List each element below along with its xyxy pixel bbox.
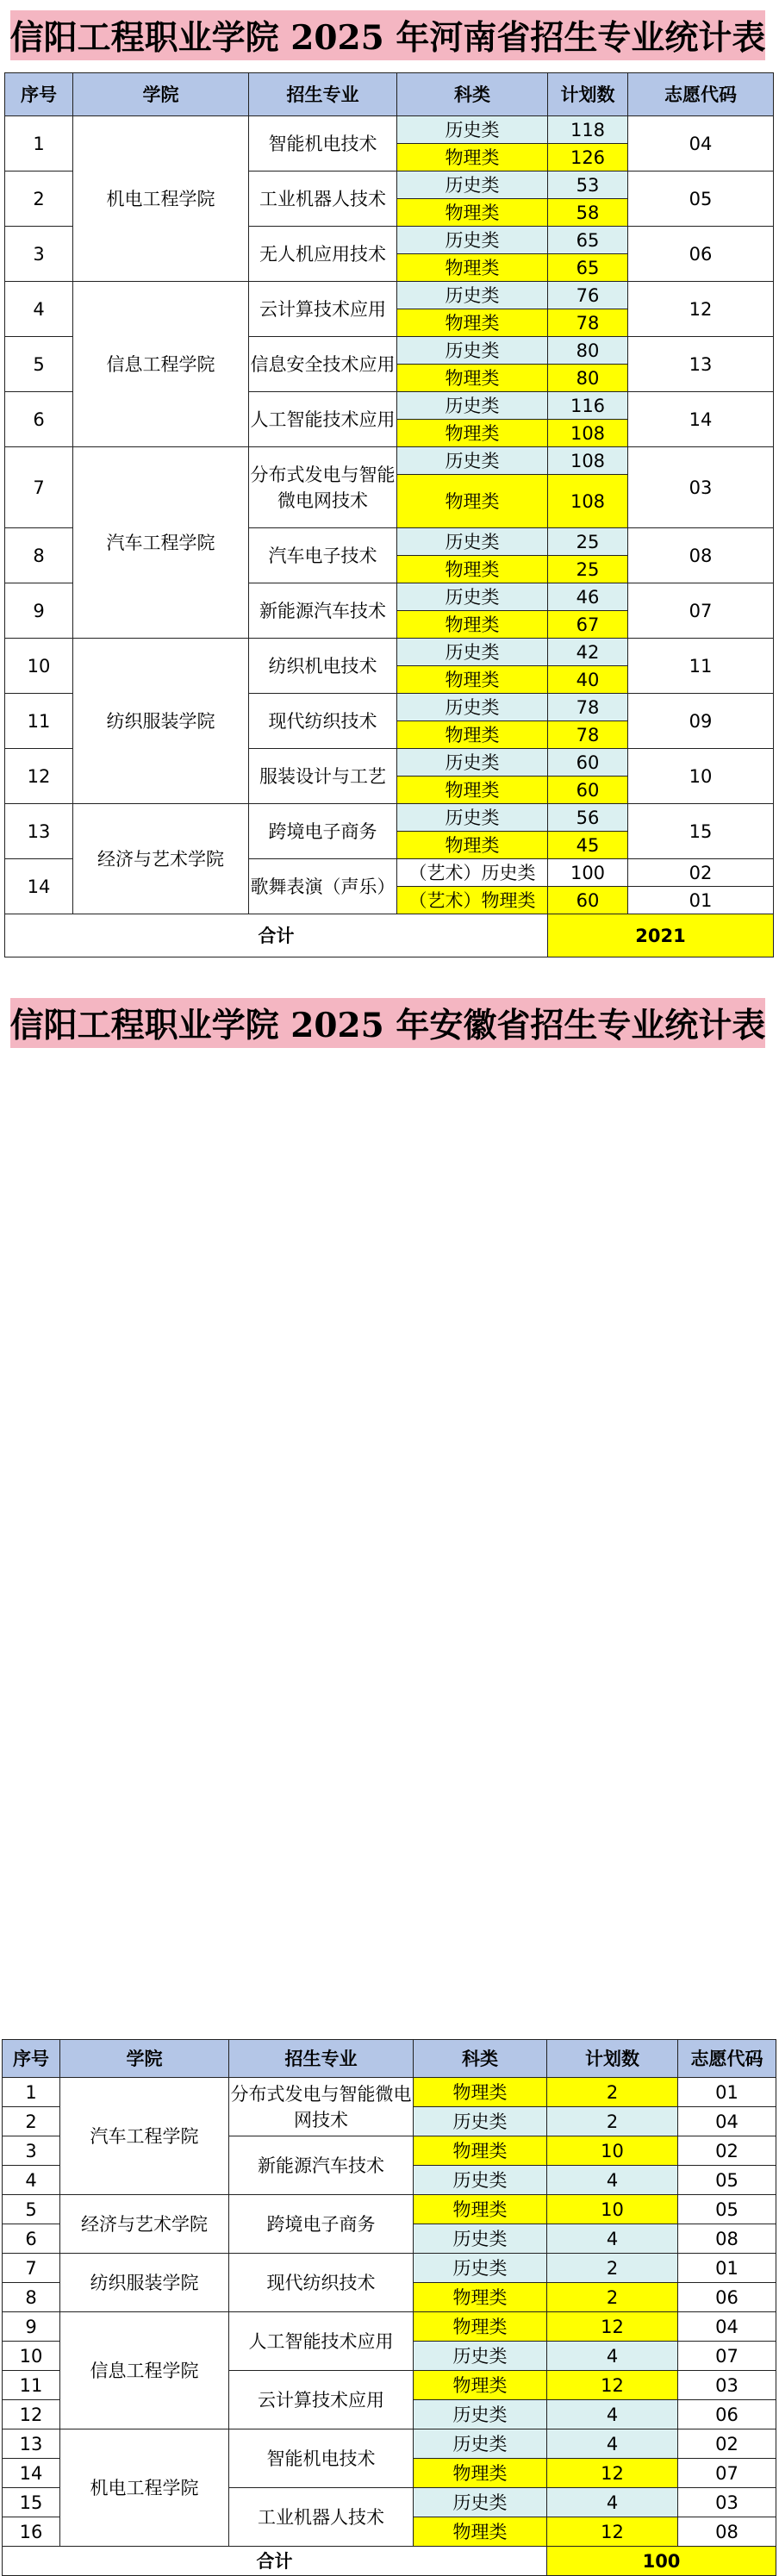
plan-cell: 108 [548, 475, 628, 528]
plan-cell: 4 [547, 2429, 678, 2459]
header-plan: 计划数 [547, 2040, 678, 2078]
code-cell: 04 [678, 2107, 776, 2136]
kind-cell: 物理类 [397, 721, 548, 749]
header-college: 学院 [60, 2040, 229, 2078]
college-cell: 信息工程学院 [60, 2312, 229, 2429]
header-major: 招生专业 [249, 73, 397, 116]
code-cell: 02 [678, 2136, 776, 2166]
header-no: 序号 [5, 73, 73, 116]
code-cell: 03 [678, 2488, 776, 2517]
anhui-enrollment-table [2, 2039, 776, 2576]
major-cell: 跨境电子商务 [229, 2195, 414, 2254]
code-cell: 08 [678, 2224, 776, 2254]
kind-cell: 物理类 [414, 2517, 547, 2547]
row-no: 11 [5, 694, 73, 749]
plan-cell: 25 [548, 556, 628, 583]
kind-cell: 历史类 [397, 583, 548, 611]
code-cell: 01 [678, 2254, 776, 2283]
row-no: 7 [3, 2254, 60, 2283]
plan-cell: 45 [548, 832, 628, 859]
major-cell: 新能源汽车技术 [229, 2136, 414, 2195]
table-row [3, 2078, 776, 2107]
plan-cell: 4 [547, 2488, 678, 2517]
kind-cell: （艺术）物理类 [397, 887, 548, 914]
major-cell: 跨境电子商务 [249, 804, 397, 859]
code-cell: 01 [628, 887, 774, 914]
header-row [5, 73, 774, 116]
plan-cell: 2 [547, 2283, 678, 2312]
kind-cell: 历史类 [397, 639, 548, 666]
major-cell: 纺织机电技术 [249, 639, 397, 694]
row-no: 1 [3, 2078, 60, 2107]
plan-cell: 60 [548, 749, 628, 777]
row-no: 5 [3, 2195, 60, 2224]
row-no: 15 [3, 2488, 60, 2517]
plan-cell: 40 [548, 666, 628, 694]
plan-cell: 42 [548, 639, 628, 666]
plan-cell: 126 [548, 144, 628, 172]
total-label: 合计 [3, 2547, 547, 2576]
plan-cell: 2 [547, 2078, 678, 2107]
row-no: 6 [3, 2224, 60, 2254]
major-cell: 服装设计与工艺 [249, 749, 397, 804]
major-cell: 工业机器人技术 [249, 172, 397, 227]
kind-cell: 物理类 [397, 254, 548, 282]
kind-cell: 物理类 [397, 832, 548, 859]
plan-cell: 4 [547, 2400, 678, 2429]
code-cell: 14 [628, 392, 774, 447]
row-no: 7 [5, 447, 73, 528]
kind-cell: 物理类 [414, 2136, 547, 2166]
kind-cell: 历史类 [397, 749, 548, 777]
kind-cell: （艺术）历史类 [397, 859, 548, 887]
row-no: 10 [5, 639, 73, 694]
code-cell: 06 [678, 2283, 776, 2312]
major-cell: 歌舞表演（声乐） [249, 859, 397, 914]
plan-cell: 12 [547, 2312, 678, 2342]
kind-cell: 历史类 [414, 2254, 547, 2283]
henan-enrollment-table [4, 72, 774, 957]
plan-cell: 25 [548, 528, 628, 556]
plan-cell: 12 [547, 2517, 678, 2547]
header-plan: 计划数 [548, 73, 628, 116]
college-cell: 纺织服装学院 [73, 639, 249, 804]
major-cell: 智能机电技术 [249, 116, 397, 172]
major-cell: 人工智能技术应用 [229, 2312, 414, 2371]
major-cell: 云计算技术应用 [229, 2371, 414, 2429]
plan-cell: 56 [548, 804, 628, 832]
header-no: 序号 [3, 2040, 60, 2078]
total-value: 100 [547, 2547, 776, 2576]
table-row [5, 804, 774, 832]
college-cell: 经济与艺术学院 [73, 804, 249, 914]
college-cell: 机电工程学院 [60, 2429, 229, 2547]
plan-cell: 53 [548, 172, 628, 199]
row-no: 3 [5, 227, 73, 282]
kind-cell: 历史类 [414, 2488, 547, 2517]
plan-cell: 58 [548, 199, 628, 227]
row-no: 10 [3, 2342, 60, 2371]
code-cell: 04 [628, 116, 774, 172]
code-cell: 07 [678, 2459, 776, 2488]
code-cell: 05 [678, 2166, 776, 2195]
plan-cell: 2 [547, 2107, 678, 2136]
college-cell: 汽车工程学院 [73, 447, 249, 639]
code-cell: 12 [628, 282, 774, 337]
plan-cell: 80 [548, 337, 628, 365]
plan-cell: 46 [548, 583, 628, 611]
table-row [5, 282, 774, 309]
kind-cell: 物理类 [414, 2283, 547, 2312]
total-label: 合计 [5, 914, 548, 957]
kind-cell: 物理类 [397, 365, 548, 392]
row-no: 12 [5, 749, 73, 804]
major-cell: 信息安全技术应用 [249, 337, 397, 392]
code-cell: 01 [678, 2078, 776, 2107]
kind-cell: 历史类 [397, 694, 548, 721]
plan-cell: 12 [547, 2371, 678, 2400]
kind-cell: 历史类 [397, 447, 548, 475]
kind-cell: 历史类 [397, 804, 548, 832]
major-cell: 汽车电子技术 [249, 528, 397, 583]
plan-cell: 4 [547, 2342, 678, 2371]
code-cell: 07 [678, 2342, 776, 2371]
plan-cell: 65 [548, 227, 628, 254]
henan-title-banner [10, 10, 765, 60]
header-row [3, 2040, 776, 2078]
kind-cell: 物理类 [397, 611, 548, 639]
total-row [3, 2547, 776, 2576]
table-row [3, 2429, 776, 2459]
table-row [3, 2254, 776, 2283]
plan-cell: 100 [548, 859, 628, 887]
row-no: 14 [3, 2459, 60, 2488]
college-cell: 纺织服装学院 [60, 2254, 229, 2312]
row-no: 9 [5, 583, 73, 639]
code-cell: 08 [678, 2517, 776, 2547]
plan-cell: 76 [548, 282, 628, 309]
major-cell: 工业机器人技术 [229, 2488, 414, 2547]
code-cell: 02 [628, 859, 774, 887]
code-cell: 15 [628, 804, 774, 859]
plan-cell: 80 [548, 365, 628, 392]
major-cell: 现代纺织技术 [249, 694, 397, 749]
code-cell: 07 [628, 583, 774, 639]
kind-cell: 历史类 [414, 2429, 547, 2459]
plan-cell: 116 [548, 392, 628, 420]
major-cell: 人工智能技术应用 [249, 392, 397, 447]
major-cell: 分布式发电与智能微电网技术 [229, 2078, 414, 2136]
row-no: 8 [3, 2283, 60, 2312]
row-no: 13 [3, 2429, 60, 2459]
code-cell: 05 [678, 2195, 776, 2224]
plan-cell: 78 [548, 309, 628, 337]
college-cell: 信息工程学院 [73, 282, 249, 447]
row-no: 1 [5, 116, 73, 172]
college-cell: 汽车工程学院 [60, 2078, 229, 2195]
code-cell: 10 [628, 749, 774, 804]
plan-cell: 108 [548, 447, 628, 475]
kind-cell: 历史类 [414, 2342, 547, 2371]
header-code: 志愿代码 [628, 73, 774, 116]
plan-cell: 118 [548, 116, 628, 144]
major-cell: 分布式发电与智能微电网技术 [249, 447, 397, 528]
anhui-table-title: 信阳工程职业学院 2025 年安徽省招生专业统计表 [9, 1006, 766, 1045]
code-cell: 09 [628, 694, 774, 749]
plan-cell: 10 [547, 2195, 678, 2224]
plan-cell: 60 [548, 777, 628, 804]
row-no: 6 [5, 392, 73, 447]
row-no: 16 [3, 2517, 60, 2547]
major-cell: 现代纺织技术 [229, 2254, 414, 2312]
code-cell: 05 [628, 172, 774, 227]
anhui-title-banner [10, 998, 765, 1048]
kind-cell: 物理类 [397, 556, 548, 583]
header-college: 学院 [73, 73, 249, 116]
kind-cell: 物理类 [414, 2312, 547, 2342]
code-cell: 08 [628, 528, 774, 583]
kind-cell: 物理类 [397, 420, 548, 447]
kind-cell: 历史类 [397, 172, 548, 199]
code-cell: 06 [628, 227, 774, 282]
plan-cell: 12 [547, 2459, 678, 2488]
row-no: 4 [5, 282, 73, 337]
table-row [5, 639, 774, 666]
plan-cell: 4 [547, 2166, 678, 2195]
code-cell: 03 [628, 447, 774, 528]
major-cell: 新能源汽车技术 [249, 583, 397, 639]
header-major: 招生专业 [229, 2040, 414, 2078]
kind-cell: 物理类 [397, 666, 548, 694]
row-no: 9 [3, 2312, 60, 2342]
kind-cell: 物理类 [414, 2195, 547, 2224]
table-row [5, 447, 774, 475]
row-no: 2 [5, 172, 73, 227]
code-cell: 03 [678, 2371, 776, 2400]
header-code: 志愿代码 [678, 2040, 776, 2078]
major-cell: 云计算技术应用 [249, 282, 397, 337]
row-no: 14 [5, 859, 73, 914]
plan-cell: 78 [548, 694, 628, 721]
plan-cell: 65 [548, 254, 628, 282]
kind-cell: 历史类 [397, 528, 548, 556]
plan-cell: 2 [547, 2254, 678, 2283]
code-cell: 02 [678, 2429, 776, 2459]
kind-cell: 物理类 [397, 309, 548, 337]
kind-cell: 历史类 [397, 116, 548, 144]
header-kind: 科类 [414, 2040, 547, 2078]
kind-cell: 物理类 [397, 144, 548, 172]
major-cell: 无人机应用技术 [249, 227, 397, 282]
kind-cell: 历史类 [397, 282, 548, 309]
kind-cell: 物理类 [397, 475, 548, 528]
table-row [3, 2312, 776, 2342]
kind-cell: 历史类 [414, 2166, 547, 2195]
total-value: 2021 [548, 914, 774, 957]
row-no: 11 [3, 2371, 60, 2400]
table-row [3, 2195, 776, 2224]
plan-cell: 78 [548, 721, 628, 749]
code-cell: 11 [628, 639, 774, 694]
header-kind: 科类 [397, 73, 548, 116]
kind-cell: 物理类 [414, 2371, 547, 2400]
major-cell: 智能机电技术 [229, 2429, 414, 2488]
code-cell: 13 [628, 337, 774, 392]
row-no: 5 [5, 337, 73, 392]
kind-cell: 历史类 [414, 2107, 547, 2136]
row-no: 12 [3, 2400, 60, 2429]
row-no: 2 [3, 2107, 60, 2136]
row-no: 13 [5, 804, 73, 859]
kind-cell: 物理类 [397, 777, 548, 804]
row-no: 4 [3, 2166, 60, 2195]
henan-table-title: 信阳工程职业学院 2025 年河南省招生专业统计表 [9, 18, 766, 58]
table-row [5, 116, 774, 144]
kind-cell: 历史类 [397, 227, 548, 254]
code-cell: 04 [678, 2312, 776, 2342]
row-no: 3 [3, 2136, 60, 2166]
code-cell: 06 [678, 2400, 776, 2429]
plan-cell: 10 [547, 2136, 678, 2166]
kind-cell: 物理类 [414, 2459, 547, 2488]
kind-cell: 历史类 [414, 2224, 547, 2254]
kind-cell: 历史类 [414, 2400, 547, 2429]
kind-cell: 物理类 [414, 2078, 547, 2107]
plan-cell: 60 [548, 887, 628, 914]
plan-cell: 108 [548, 420, 628, 447]
kind-cell: 物理类 [397, 199, 548, 227]
plan-cell: 67 [548, 611, 628, 639]
kind-cell: 历史类 [397, 337, 548, 365]
kind-cell: 历史类 [397, 392, 548, 420]
total-row [5, 914, 774, 957]
college-cell: 机电工程学院 [73, 116, 249, 282]
college-cell: 经济与艺术学院 [60, 2195, 229, 2254]
plan-cell: 4 [547, 2224, 678, 2254]
row-no: 8 [5, 528, 73, 583]
